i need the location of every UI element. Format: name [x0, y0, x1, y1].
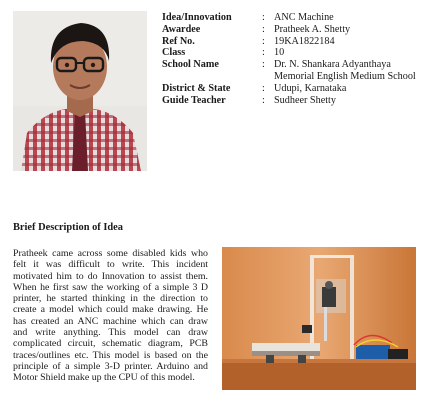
description-text: Pratheek came across some disabled kids who felt it was difficult to write. This incident motivated him to do Innovation to assist them. When he first saw the working of a simple 3 D printer, he started thinking in the direction to create a model which could make drawing. He has created an ANC machine which can draw and write anything. This model can draw complicated circuit, schematic diagram, PCB traces/outlines etc. This model is based on the principle of a simple 3-D printer. Arduino and Motor Shield make up the CPU of this model.: [13, 248, 208, 384]
awardee-info-table: [162, 12, 427, 106]
info-row-school-name: [162, 59, 427, 83]
info-separator: :: [262, 82, 265, 94]
info-row-class: [162, 47, 427, 59]
info-label: School Name: [162, 59, 219, 71]
info-separator: :: [262, 23, 265, 35]
info-label: Class: [162, 47, 186, 59]
info-row-idea: [162, 12, 427, 24]
info-separator: :: [262, 47, 265, 59]
info-row-district-state: [162, 83, 427, 95]
awardee-photo: [13, 11, 147, 171]
info-separator: :: [262, 59, 265, 71]
info-value: Udupi, Karnataka: [274, 82, 347, 94]
info-row-guide-teacher: [162, 95, 427, 107]
info-value: 10: [274, 47, 285, 59]
info-label: District & State: [162, 82, 231, 94]
info-value: Sudheer Shetty: [274, 94, 336, 106]
info-row-awardee: [162, 24, 427, 36]
description-heading: Brief Description of Idea: [13, 222, 123, 233]
machine-photo: [222, 247, 416, 390]
info-value: 19KA1822184: [274, 35, 335, 47]
info-label: Guide Teacher: [162, 94, 226, 106]
info-label: Awardee: [162, 23, 201, 35]
info-value: Dr. N. Shankara Adyanthaya Memorial English Medium School: [274, 59, 416, 82]
info-separator: :: [262, 12, 265, 23]
info-label: Ref No.: [162, 35, 195, 47]
info-label: Idea/Innovation: [162, 12, 232, 23]
info-value: Pratheek A. Shetty: [274, 23, 351, 35]
info-separator: :: [262, 94, 265, 106]
info-separator: :: [262, 35, 265, 47]
info-value: ANC Machine: [274, 12, 334, 23]
info-row-ref-no: [162, 36, 427, 48]
